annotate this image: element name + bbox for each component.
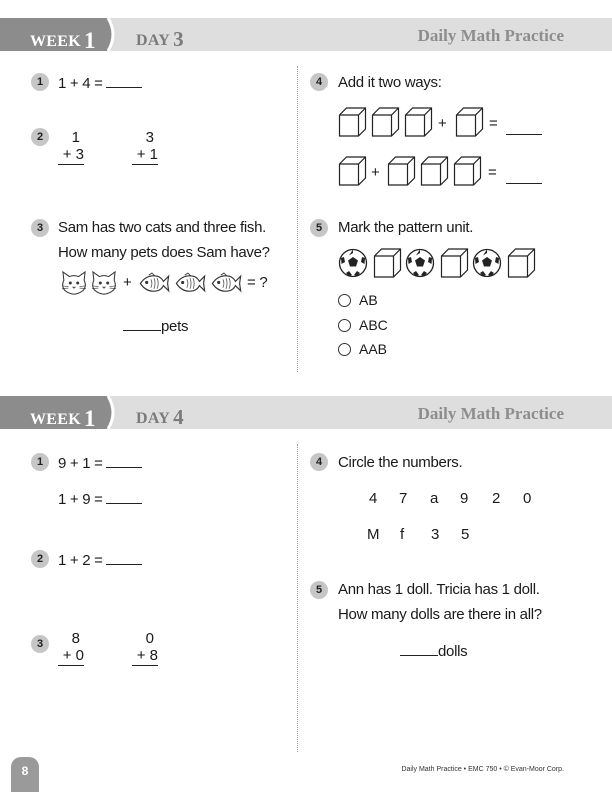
question-text: Circle the numbers. <box>338 454 463 471</box>
question-number: 5 <box>310 219 328 237</box>
option-label: ABC <box>359 317 388 333</box>
question-text: 1 + 2 = <box>58 551 142 569</box>
question-number: 4 <box>310 73 328 91</box>
cube-icon <box>440 248 469 278</box>
question-number: 1 <box>31 73 49 91</box>
question-text: How many dolls are there in all? <box>338 606 542 623</box>
character[interactable]: f <box>400 526 404 543</box>
day3-banner <box>0 18 612 51</box>
radio-option-ab[interactable] <box>338 294 351 307</box>
plus-sign: + <box>438 115 447 132</box>
character[interactable]: 4 <box>369 490 378 507</box>
answer-blank[interactable] <box>123 317 161 331</box>
soccer-ball-icon <box>405 248 435 278</box>
option-label: AAB <box>359 341 388 357</box>
day-label: DAY 4 <box>136 405 184 429</box>
soccer-ball-icon <box>338 248 368 278</box>
question-number: 1 <box>31 453 49 471</box>
equals-question: = ? <box>247 274 268 291</box>
equals-sign: = <box>489 115 498 132</box>
answer-blank[interactable] <box>506 170 542 184</box>
option-label: AB <box>359 292 378 308</box>
character[interactable]: 7 <box>399 490 408 507</box>
cube-icon <box>338 156 367 186</box>
cat-icon <box>90 271 118 295</box>
cube-icon <box>404 107 433 137</box>
answer-blank[interactable] <box>106 490 142 504</box>
question-text: Add it two ways: <box>338 74 442 91</box>
equals-sign: = <box>488 164 497 181</box>
question-text: Mark the pattern unit. <box>338 219 474 236</box>
cat-icon <box>60 271 88 295</box>
cube-icon <box>373 248 402 278</box>
column-divider <box>297 444 298 752</box>
cube-icon <box>387 156 416 186</box>
banner-title: Daily Math Practice <box>417 404 564 423</box>
character[interactable]: 9 <box>460 490 469 507</box>
character[interactable]: 0 <box>523 490 532 507</box>
vertical-addition: 1 + 3 <box>58 129 84 165</box>
character[interactable]: 5 <box>461 526 470 543</box>
vertical-addition: 3 + 1 <box>132 129 158 165</box>
question-text: Sam has two cats and three fish. <box>58 219 267 236</box>
answer-blank[interactable] <box>106 74 142 88</box>
fish-icon <box>174 272 206 295</box>
vertical-addition: 8 + 0 <box>58 630 84 666</box>
question-text: Ann has 1 doll. Tricia has 1 doll. <box>338 581 540 598</box>
question-number: 3 <box>31 219 49 237</box>
question-number: 3 <box>31 635 49 653</box>
question-text: How many pets does Sam have? <box>58 244 270 261</box>
cube-icon <box>453 156 482 186</box>
week-tab <box>0 18 124 51</box>
question-number: 4 <box>310 453 328 471</box>
fish-icon <box>210 272 242 295</box>
footer-credit: Daily Math Practice • EMC 750 • © Evan-Moor Corp. <box>401 766 564 773</box>
question-number: 2 <box>31 128 49 146</box>
day4-banner <box>0 396 612 429</box>
plus-sign: + <box>123 274 132 291</box>
radio-option-aab[interactable] <box>338 343 351 356</box>
question-number: 5 <box>310 581 328 599</box>
day-label: DAY 3 <box>136 27 184 51</box>
question-text: 9 + 1 = <box>58 454 142 472</box>
week-tab <box>0 396 124 429</box>
soccer-ball-icon <box>472 248 502 278</box>
cube-icon <box>338 107 367 137</box>
cube-icon <box>507 248 536 278</box>
question-text: 1 + 9 = <box>58 490 142 508</box>
question-number: 2 <box>31 550 49 568</box>
question-text: 1 + 4 = <box>58 74 142 92</box>
banner-title: Daily Math Practice <box>417 26 564 45</box>
answer-blank[interactable] <box>106 551 142 565</box>
answer-blank[interactable] <box>106 454 142 468</box>
cube-icon <box>420 156 449 186</box>
fish-icon <box>138 272 170 295</box>
page-number: 8 <box>11 757 39 792</box>
character[interactable]: 2 <box>492 490 501 507</box>
vertical-addition: 0 + 8 <box>132 630 158 666</box>
column-divider <box>297 66 298 372</box>
week-label: WEEK 1 <box>30 28 96 53</box>
answer-line: dolls <box>400 642 467 660</box>
cube-icon <box>371 107 400 137</box>
week-label: WEEK 1 <box>30 406 96 431</box>
answer-blank[interactable] <box>506 121 542 135</box>
character[interactable]: M <box>367 526 380 543</box>
plus-sign: + <box>371 164 380 181</box>
cube-icon <box>455 107 484 137</box>
radio-option-abc[interactable] <box>338 319 351 332</box>
answer-blank[interactable] <box>400 642 438 656</box>
character[interactable]: 3 <box>431 526 440 543</box>
character[interactable]: a <box>430 490 439 507</box>
answer-line: pets <box>123 317 188 335</box>
